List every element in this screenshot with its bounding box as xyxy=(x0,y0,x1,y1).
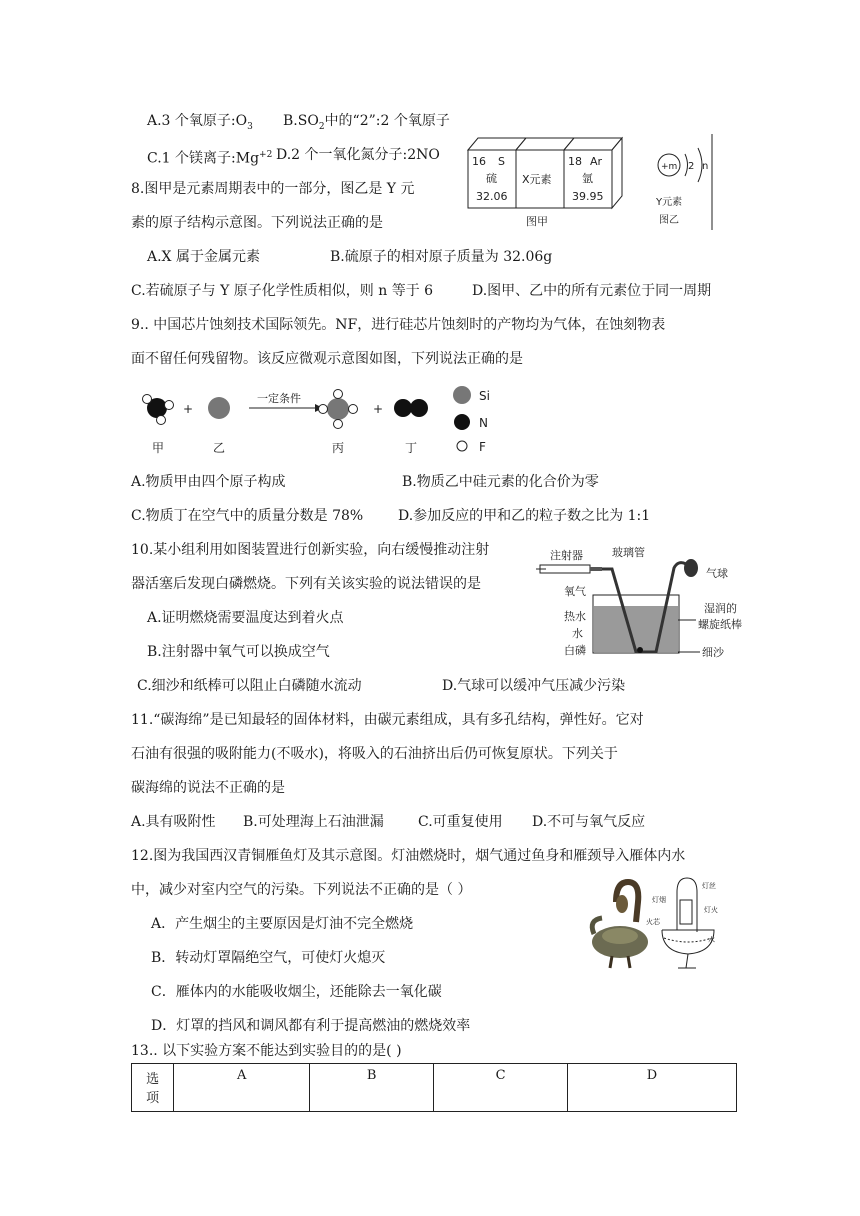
q7-option-a: A.3 个氧原子$:O_3$ xyxy=(147,113,253,132)
shell-2-count: n xyxy=(702,161,709,172)
fig-a-caption: 图甲 xyxy=(526,215,548,228)
label-smoke: 灯烟 xyxy=(652,896,666,904)
shell-1-count: 2 xyxy=(688,161,695,172)
label-phosphorus: 白磷 xyxy=(564,644,586,657)
label-oxygen: 氧气 xyxy=(564,585,586,598)
label-jia: 甲 xyxy=(152,441,165,455)
column-b-header: B xyxy=(310,1064,434,1112)
periodic-cell-ar xyxy=(564,138,622,208)
label-balloon: 气球 xyxy=(706,567,728,580)
table-header-cell: 选 项 xyxy=(132,1064,174,1112)
label-flame: 灯火 xyxy=(704,906,718,914)
q8-option-c: C.若硫原子与 Y 原子化学性质相似，则 n 等于 6 xyxy=(131,283,434,299)
label-yi: 乙 xyxy=(213,441,226,455)
bronze-lamp-photo xyxy=(592,882,648,968)
q11-option-a: A.具有吸附性 xyxy=(131,814,216,830)
q10-apparatus-diagram xyxy=(536,540,746,670)
table-row xyxy=(132,1064,737,1112)
q7-option-b: $B.SO_2$中的“2”:2 个氧原子 xyxy=(283,113,450,132)
balloon xyxy=(684,559,698,577)
label-sand: 细沙 xyxy=(702,646,724,659)
q12-stem-line2: 中，减少对室内空气的污染。下列说法不正确的是（ ） xyxy=(131,882,472,898)
q9-option-b: B.物质乙中硅元素的化合价为零 xyxy=(402,474,599,490)
q9-option-c: C.物质丁在空气中的质量分数是 78% xyxy=(131,508,364,524)
q10-option-b: B.注射器中氧气可以换成空气 xyxy=(147,644,330,660)
q8-option-b: B.硫原子的相对原子质量为 32.06g xyxy=(330,249,553,265)
q11-stem-line2: 石油有很强的吸附能力(不吸水)，将吸入的石油挤出后仍可恢复原状。下列关于 xyxy=(131,746,618,762)
label-paper-2: 螺旋纸棒 xyxy=(698,618,742,631)
svg-text:Si: Si xyxy=(479,389,490,403)
ar-name: 氩 xyxy=(582,172,593,185)
label-filament: 灯丝 xyxy=(702,882,716,890)
q7-option-c: C.1 个镁离子$:Mg^{+2}$ xyxy=(147,150,273,167)
s-symbol: S xyxy=(498,155,505,168)
column-d-header: D xyxy=(568,1064,737,1112)
label-water: 水 xyxy=(572,627,583,640)
molecule-jia xyxy=(143,395,174,425)
atom-legend xyxy=(453,386,490,454)
atomic-structure-diagram xyxy=(655,148,708,226)
molecule-yi xyxy=(208,397,230,419)
q12-option-b: B．转动灯罩隔绝空气，可使灯火熄灭 xyxy=(151,950,386,966)
q9-stem-line2: 面不留任何残留物。该反应微观示意图如图，下列说法正确的是 xyxy=(131,351,523,367)
q10-option-c: C.细沙和纸棒可以阻止白磷随水流动 xyxy=(137,678,362,694)
q8-option-d: D.图甲、乙中的所有元素位于同一周期 xyxy=(472,283,712,299)
q10-stem-line1: 10.某小组利用如图装置进行创新实验，向右缓慢推动注射 xyxy=(131,542,490,558)
label-syringe: 注射器 xyxy=(550,549,583,562)
q10-option-a: A.证明燃烧需要温度达到着火点 xyxy=(147,610,344,626)
lamp-schematic xyxy=(646,878,718,968)
y-element-label: Y元素 xyxy=(656,197,683,208)
q12-stem-line1: 12.图为我国西汉青铜雁鱼灯及其示意图。灯油燃烧时，烟气通过鱼身和雁颈导入雁体内水 xyxy=(131,848,686,864)
q9-reaction-diagram xyxy=(135,378,515,458)
q10-stem-line2: 器活塞后发现白磷燃烧。下列有关该实验的说法错误的是 xyxy=(131,576,481,592)
s-name: 硫 xyxy=(486,172,497,185)
q11-stem-line3: 碳海绵的说法不正确的是 xyxy=(131,780,285,796)
label-glass-tube: 玻璃管 xyxy=(612,546,645,559)
ar-number: 18 xyxy=(568,155,582,168)
label-paper-1: 湿润的 xyxy=(704,602,737,615)
label-bing: 丙 xyxy=(332,441,345,455)
nucleus-charge: +m xyxy=(661,162,678,172)
plus-sign-2: + xyxy=(373,402,384,416)
q8-figure xyxy=(462,132,716,232)
q13-stem: 13.. 以下实验方案不能达到实验目的的是( ) xyxy=(131,1043,402,1059)
ar-symbol: Ar xyxy=(590,155,603,168)
q8-option-a: A.X 属于金属元素 xyxy=(147,249,260,265)
label-hot-water: 热水 xyxy=(564,610,586,623)
plus-sign-1: + xyxy=(183,402,194,416)
q12-lamp-figure xyxy=(582,872,732,972)
ar-mass: 39.95 xyxy=(572,190,604,203)
white-phosphorus xyxy=(637,647,643,653)
q12-option-d: D．灯罩的挡风和调风都有利于提高燃油的燃烧效率 xyxy=(151,1018,471,1034)
q12-option-a: A．产生烟尘的主要原因是灯油不完全燃烧 xyxy=(151,916,414,932)
s-mass: 32.06 xyxy=(476,190,508,203)
q11-stem-line1: 11.“碳海绵”是已知最轻的固体材料，由碳元素组成，具有多孔结构，弹性好。它对 xyxy=(131,712,644,728)
molecule-ding xyxy=(394,399,428,417)
q11-option-b: B.可处理海上石油泄漏 xyxy=(243,814,384,830)
column-c-header: C xyxy=(434,1064,568,1112)
q9-option-d: D.参加反应的甲和乙的粒子数之比为 1:1 xyxy=(398,508,651,524)
fig-b-caption: 图乙 xyxy=(659,215,679,226)
q12-option-c: C．雁体内的水能吸收烟尘，还能除去一氧化碳 xyxy=(151,984,442,1000)
syringe xyxy=(536,565,602,573)
column-a-header: A xyxy=(174,1064,310,1112)
s-number: 16 xyxy=(472,155,486,168)
label-wick: 火芯 xyxy=(646,918,660,926)
label-ding: 丁 xyxy=(405,441,418,455)
q10-option-d: D.气球可以缓冲气压减少污染 xyxy=(442,678,626,694)
molecule-bing xyxy=(319,390,358,429)
q9-option-a: A.物质甲由四个原子构成 xyxy=(131,474,286,490)
q8-stem-line1: 8.图甲是元素周期表中的一部分，图乙是 Y 元 xyxy=(131,181,415,197)
x-element-label: X元素 xyxy=(522,173,552,186)
reaction-condition: 一定条件 xyxy=(257,392,301,405)
q7-option-d: D.2 个一氧化氮分子:2NO xyxy=(276,147,440,163)
label-water: 水 xyxy=(708,936,715,944)
svg-text:N: N xyxy=(479,416,488,430)
q8-stem-line2: 素的原子结构示意图。下列说法正确的是 xyxy=(131,215,383,231)
q13-options-table xyxy=(131,1063,737,1112)
q11-option-d: D.不可与氧气反应 xyxy=(532,814,646,830)
svg-text:F: F xyxy=(479,440,486,454)
q9-stem-line1: 9.. 中国芯片蚀刻技术国际领先。NF，进行硅芯片蚀刻时的产物均为气体，在蚀刻物表 xyxy=(131,317,666,333)
q11-option-c: C.可重复使用 xyxy=(418,814,503,830)
